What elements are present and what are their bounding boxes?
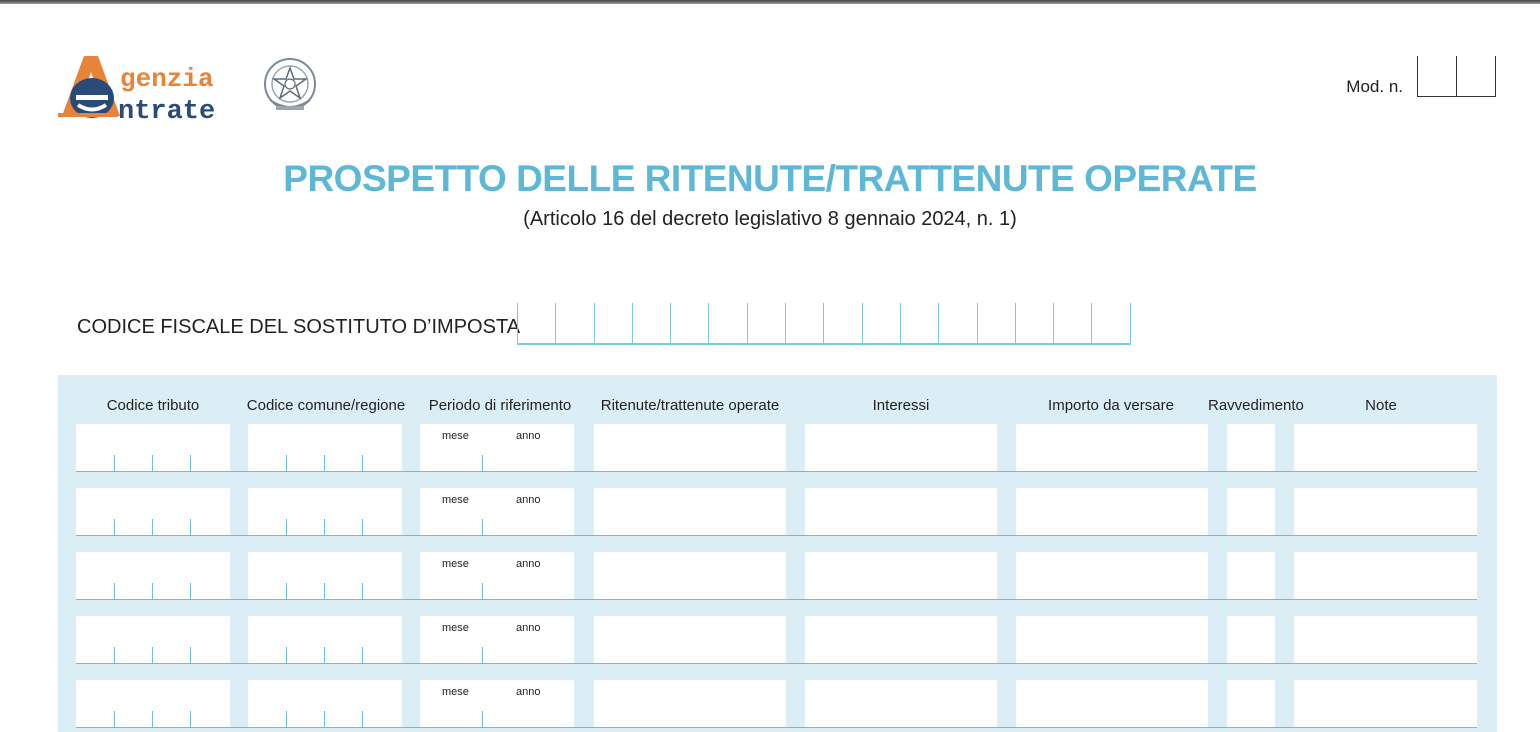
periodo-field[interactable] bbox=[420, 616, 574, 663]
row-baseline bbox=[76, 471, 1477, 472]
model-number-label: Mod. n. bbox=[1346, 77, 1403, 96]
periodo-field[interactable] bbox=[420, 424, 574, 471]
digit-separator bbox=[362, 519, 363, 535]
ritenute-field[interactable] bbox=[594, 680, 786, 727]
codice-fiscale-char-box[interactable] bbox=[977, 303, 1015, 343]
interessi-field[interactable] bbox=[805, 552, 997, 599]
importo-field[interactable] bbox=[1016, 424, 1208, 471]
codice-fiscale-char-box[interactable] bbox=[1053, 303, 1091, 343]
codice-comune-field[interactable] bbox=[248, 552, 402, 599]
ritenute-field[interactable] bbox=[594, 616, 786, 663]
codice-tributo-field[interactable] bbox=[76, 488, 230, 535]
periodo-field[interactable] bbox=[420, 552, 574, 599]
table-row bbox=[76, 616, 1477, 664]
month-label: mese bbox=[442, 430, 469, 442]
codice-tributo-field[interactable] bbox=[76, 424, 230, 471]
month-label: mese bbox=[442, 558, 469, 570]
codice-comune-field[interactable] bbox=[248, 488, 402, 535]
digit-separator bbox=[190, 583, 191, 599]
interessi-field[interactable] bbox=[805, 488, 997, 535]
window-top-border bbox=[0, 0, 1540, 4]
codice-comune-field[interactable] bbox=[248, 680, 402, 727]
digit-separator bbox=[190, 519, 191, 535]
digit-separator bbox=[286, 583, 287, 599]
note-field[interactable] bbox=[1294, 488, 1477, 535]
model-number-input[interactable] bbox=[1417, 56, 1496, 97]
codice-fiscale-char-box[interactable] bbox=[594, 303, 632, 343]
digit-separator bbox=[482, 647, 483, 663]
model-number-box[interactable] bbox=[1456, 56, 1496, 96]
codice-fiscale-input[interactable] bbox=[517, 303, 1131, 345]
svg-text:ntrate: ntrate bbox=[118, 97, 216, 124]
column-header-codice-comune: Codice comune/regione bbox=[246, 397, 406, 414]
digit-separator bbox=[114, 647, 115, 663]
model-number bbox=[1346, 56, 1496, 97]
digit-separator bbox=[114, 519, 115, 535]
codice-fiscale-char-box[interactable] bbox=[517, 303, 555, 343]
ritenute-field[interactable] bbox=[594, 488, 786, 535]
ravvedimento-field[interactable] bbox=[1227, 552, 1275, 599]
importo-field[interactable] bbox=[1016, 616, 1208, 663]
document-title: PROSPETTO DELLE RITENUTE/TRATTENUTE OPERATE bbox=[283, 158, 1257, 199]
codice-fiscale-char-box[interactable] bbox=[747, 303, 785, 343]
row-baseline bbox=[76, 727, 1477, 728]
digit-separator bbox=[286, 519, 287, 535]
codice-fiscale-char-box[interactable] bbox=[708, 303, 746, 343]
codice-tributo-field[interactable] bbox=[76, 616, 230, 663]
table-row bbox=[76, 424, 1477, 472]
svg-text:genzia: genzia bbox=[120, 64, 214, 94]
codice-fiscale-char-box[interactable] bbox=[1015, 303, 1053, 343]
document-subtitle: (Articolo 16 del decreto legislativo 8 gennaio 2024, n. 1) bbox=[523, 208, 1017, 230]
model-number-box[interactable] bbox=[1417, 56, 1456, 96]
digit-separator bbox=[152, 583, 153, 599]
codice-fiscale-char-box[interactable] bbox=[862, 303, 900, 343]
year-label: anno bbox=[516, 622, 541, 634]
codice-fiscale-char-box[interactable] bbox=[900, 303, 938, 343]
digit-separator bbox=[114, 455, 115, 471]
row-baseline bbox=[76, 663, 1477, 664]
ravvedimento-field[interactable] bbox=[1227, 488, 1275, 535]
column-header-note: Note bbox=[1365, 397, 1397, 414]
digit-separator bbox=[152, 647, 153, 663]
year-label: anno bbox=[516, 494, 541, 506]
year-label: anno bbox=[516, 430, 541, 442]
digit-separator bbox=[362, 711, 363, 727]
note-field[interactable] bbox=[1294, 552, 1477, 599]
codice-fiscale-char-box[interactable] bbox=[938, 303, 976, 343]
column-header-codice-tributo: Codice tributo bbox=[106, 397, 200, 414]
digit-separator bbox=[286, 455, 287, 471]
column-header-ritenute: Ritenute/trattenute operate bbox=[600, 397, 780, 414]
digit-separator bbox=[482, 711, 483, 727]
column-header-interessi: Interessi bbox=[872, 397, 930, 414]
digit-separator bbox=[286, 711, 287, 727]
interessi-field[interactable] bbox=[805, 680, 997, 727]
codice-fiscale-char-box[interactable] bbox=[823, 303, 861, 343]
digit-separator bbox=[362, 647, 363, 663]
digit-separator bbox=[324, 647, 325, 663]
digit-separator bbox=[482, 583, 483, 599]
digit-separator bbox=[190, 647, 191, 663]
year-label: anno bbox=[516, 686, 541, 698]
digit-separator bbox=[324, 711, 325, 727]
digit-separator bbox=[286, 647, 287, 663]
codice-tributo-field[interactable] bbox=[76, 680, 230, 727]
italian-republic-emblem-icon bbox=[262, 54, 318, 116]
agenzia-entrate-wordmark bbox=[58, 52, 268, 124]
digit-separator bbox=[114, 711, 115, 727]
codice-fiscale-char-box[interactable] bbox=[555, 303, 593, 343]
digit-separator bbox=[152, 711, 153, 727]
codice-fiscale-label: CODICE FISCALE DEL SOSTITUTO D’IMPOSTA bbox=[77, 316, 521, 338]
digit-separator bbox=[482, 519, 483, 535]
digit-separator bbox=[362, 455, 363, 471]
importo-field[interactable] bbox=[1016, 552, 1208, 599]
row-baseline bbox=[76, 535, 1477, 536]
periodo-field[interactable] bbox=[420, 680, 574, 727]
table-row bbox=[76, 488, 1477, 536]
note-field[interactable] bbox=[1294, 616, 1477, 663]
table-row bbox=[76, 552, 1477, 600]
codice-fiscale-char-box[interactable] bbox=[632, 303, 670, 343]
table-row bbox=[76, 680, 1477, 728]
periodo-field[interactable] bbox=[420, 488, 574, 535]
agenzia-entrate-logo bbox=[58, 52, 328, 124]
digit-separator bbox=[362, 583, 363, 599]
importo-field[interactable] bbox=[1016, 680, 1208, 727]
ravvedimento-field[interactable] bbox=[1227, 680, 1275, 727]
digit-separator bbox=[190, 455, 191, 471]
importo-field[interactable] bbox=[1016, 488, 1208, 535]
codice-fiscale-char-box[interactable] bbox=[1091, 303, 1130, 343]
digit-separator bbox=[324, 583, 325, 599]
ritenute-field[interactable] bbox=[594, 424, 786, 471]
column-header-ravvedimento: Ravvedimento bbox=[1208, 397, 1304, 414]
ritenute-field[interactable] bbox=[594, 552, 786, 599]
codice-tributo-field[interactable] bbox=[76, 552, 230, 599]
interessi-field[interactable] bbox=[805, 424, 997, 471]
interessi-field[interactable] bbox=[805, 616, 997, 663]
month-label: mese bbox=[442, 686, 469, 698]
digit-separator bbox=[152, 455, 153, 471]
codice-comune-field[interactable] bbox=[248, 424, 402, 471]
codice-fiscale-char-box[interactable] bbox=[670, 303, 708, 343]
column-header-periodo: Periodo di riferimento bbox=[428, 397, 572, 414]
row-baseline bbox=[76, 599, 1477, 600]
digit-separator bbox=[114, 583, 115, 599]
ravvedimento-field[interactable] bbox=[1227, 424, 1275, 471]
month-label: mese bbox=[442, 494, 469, 506]
ravvedimento-field[interactable] bbox=[1227, 616, 1275, 663]
note-field[interactable] bbox=[1294, 680, 1477, 727]
month-label: mese bbox=[442, 622, 469, 634]
column-header-importo: Importo da versare bbox=[1048, 397, 1174, 414]
digit-separator bbox=[324, 455, 325, 471]
note-field[interactable] bbox=[1294, 424, 1477, 471]
codice-comune-field[interactable] bbox=[248, 616, 402, 663]
digit-separator bbox=[190, 711, 191, 727]
year-label: anno bbox=[516, 558, 541, 570]
digit-separator bbox=[324, 519, 325, 535]
digit-separator bbox=[482, 455, 483, 471]
digit-separator bbox=[152, 519, 153, 535]
ritenute-table bbox=[58, 375, 1497, 732]
codice-fiscale-char-box[interactable] bbox=[785, 303, 823, 343]
